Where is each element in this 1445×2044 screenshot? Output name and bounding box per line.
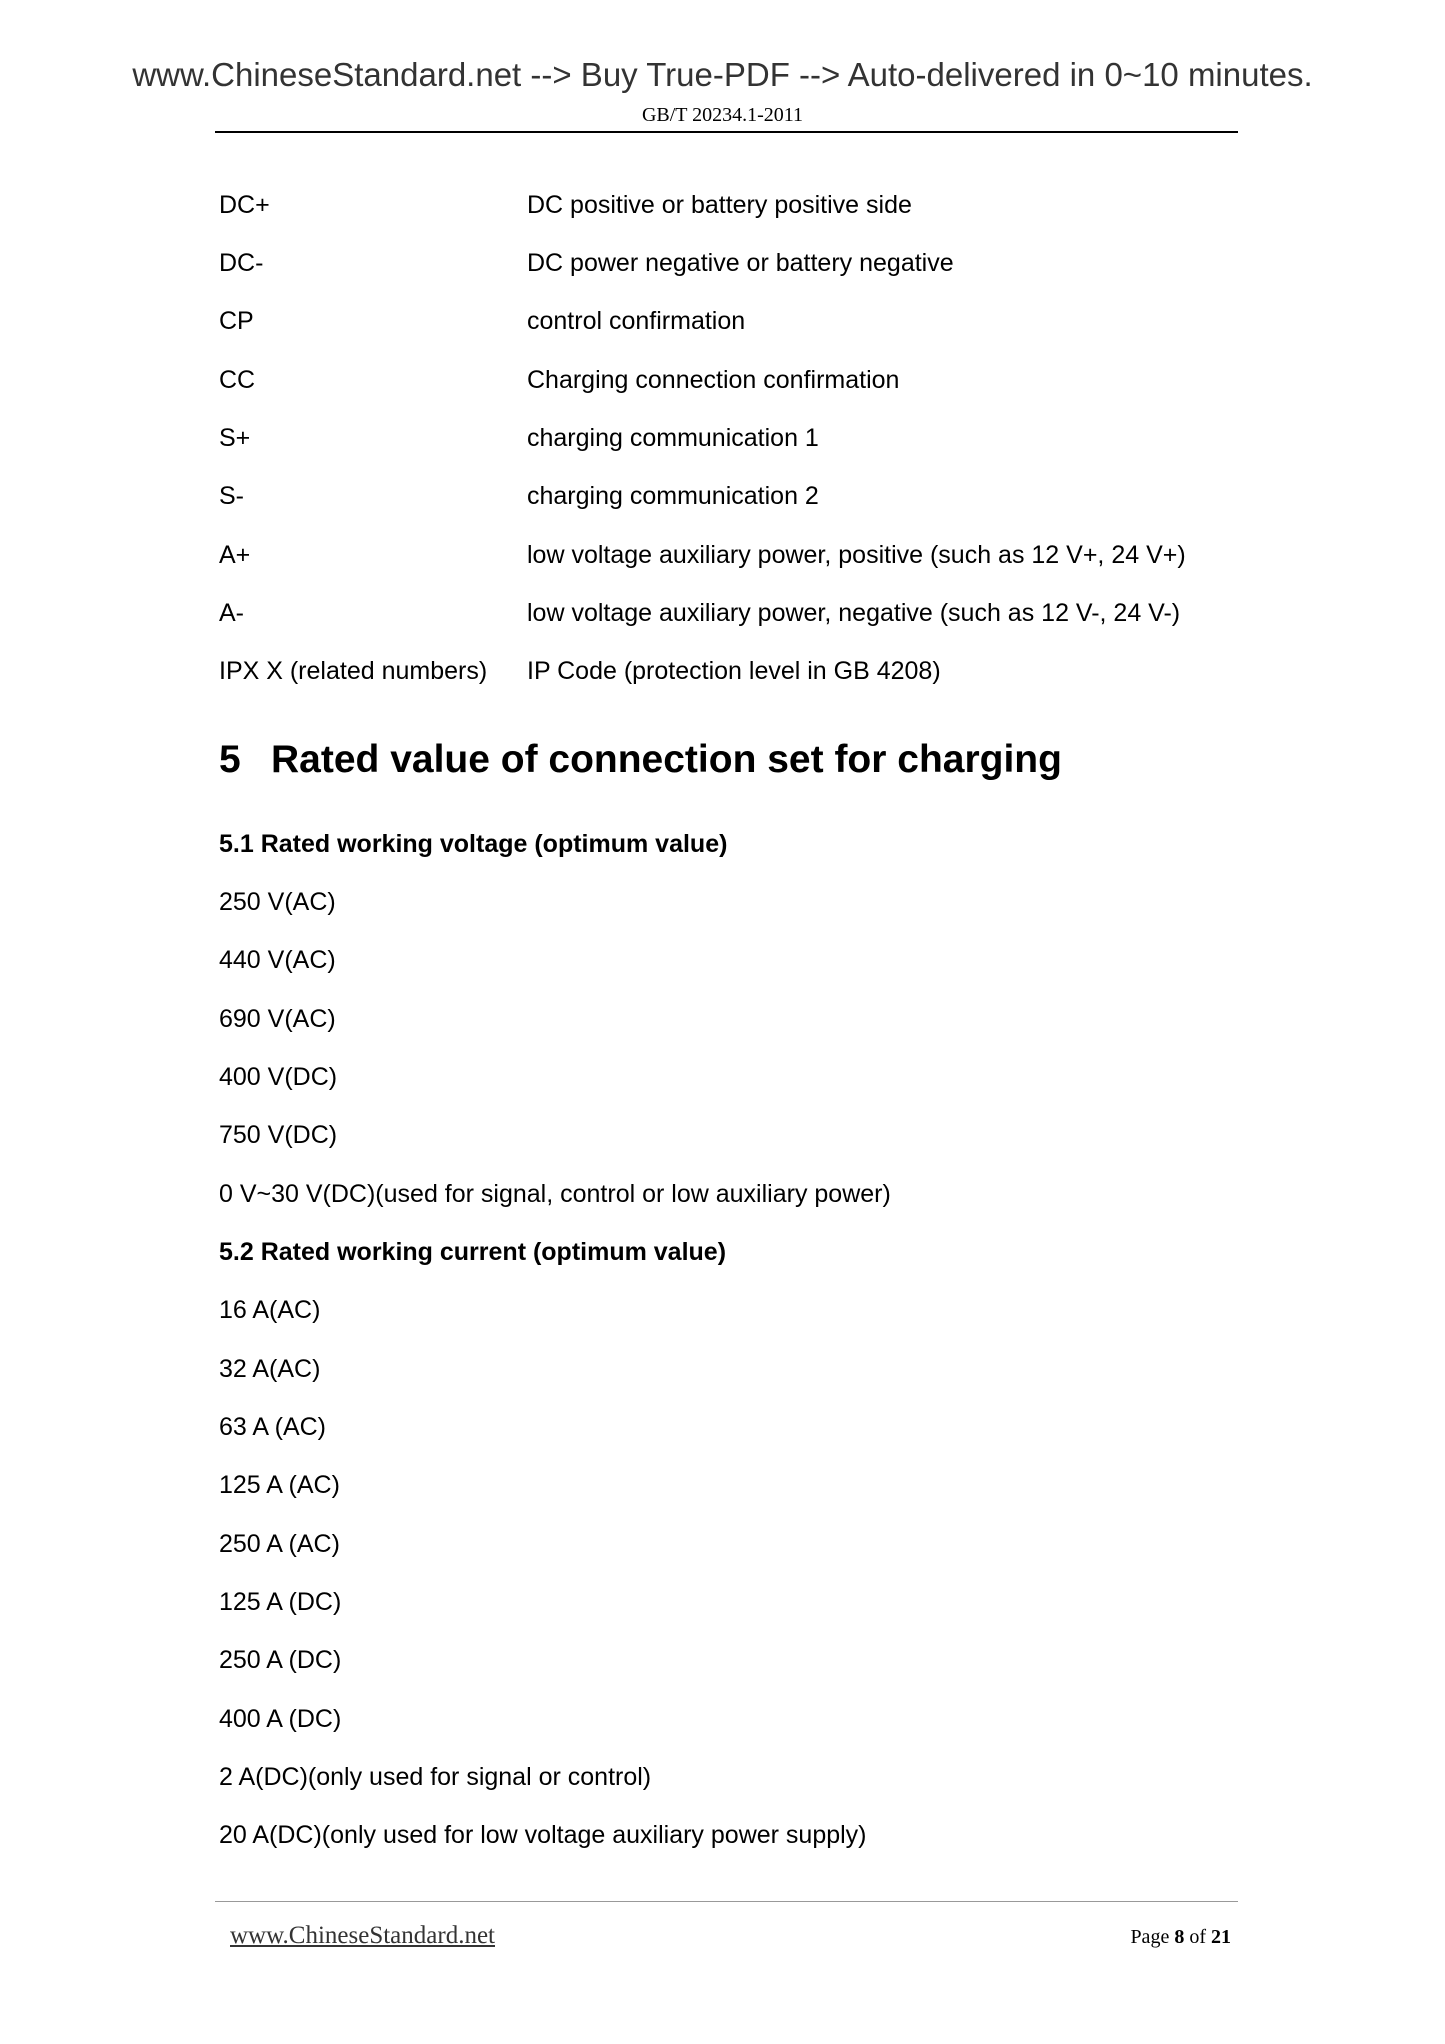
- voltage-value: 690 V(AC): [219, 1005, 336, 1033]
- current-subheading: 5.2 Rated working current (optimum value): [219, 1238, 727, 1266]
- abbreviation-definition: low voltage auxiliary power, negative (such as 12 V-, 24 V-): [527, 599, 1181, 627]
- header-divider: [215, 131, 1238, 133]
- abbreviation-term: S-: [219, 482, 244, 510]
- abbreviation-definition: charging communication 1: [527, 424, 819, 452]
- footer-divider: [215, 1901, 1238, 1902]
- abbreviation-definition: control confirmation: [527, 307, 746, 335]
- abbreviation-term: A+: [219, 541, 251, 569]
- abbreviation-term: S+: [219, 424, 251, 452]
- voltage-value: 440 V(AC): [219, 946, 336, 974]
- current-value: 63 A (AC): [219, 1413, 326, 1441]
- abbreviation-term: DC+: [219, 191, 270, 219]
- current-value: 16 A(AC): [219, 1296, 321, 1324]
- document-id: GB/T 20234.1-2011: [641, 104, 804, 126]
- footer-site-link[interactable]: www.ChineseStandard.net: [230, 1922, 495, 1949]
- current-value: 32 A(AC): [219, 1355, 321, 1383]
- section-title: Rated value of connection set for charging: [271, 738, 1062, 781]
- page-number: [1130, 1926, 1231, 1949]
- abbreviation-definition: low voltage auxiliary power, positive (such as 12 V+, 24 V+): [527, 541, 1186, 569]
- abbreviation-term: A-: [219, 599, 244, 627]
- voltage-value: 750 V(DC): [219, 1121, 338, 1149]
- current-value: 125 A (AC): [219, 1471, 340, 1499]
- current-value: 250 A (AC): [219, 1530, 340, 1558]
- abbreviation-definition: Charging connection confirmation: [527, 366, 900, 394]
- current-value: 125 A (DC): [219, 1588, 342, 1616]
- abbreviation-definition: DC power negative or battery negative: [527, 249, 954, 277]
- abbreviation-definition: IP Code (protection level in GB 4208): [527, 657, 941, 685]
- current-value: 400 A (DC): [219, 1705, 342, 1733]
- abbreviation-term: CP: [219, 307, 254, 335]
- voltage-subheading: 5.1 Rated working voltage (optimum value): [219, 830, 728, 858]
- current-value: 20 A(DC)(only used for low voltage auxiliary power supply): [219, 1821, 867, 1849]
- current-value: 250 A (DC): [219, 1646, 342, 1674]
- voltage-value: 250 V(AC): [219, 888, 336, 916]
- page-of-label: of: [1189, 1926, 1206, 1948]
- abbreviation-definition: charging communication 2: [527, 482, 819, 510]
- voltage-value: 0 V~30 V(DC)(used for signal, control or low auxiliary power): [219, 1180, 891, 1208]
- section-number: 5: [219, 738, 241, 781]
- page-total: 21: [1211, 1926, 1231, 1948]
- abbreviation-term: IPX X (related numbers): [219, 657, 488, 685]
- site-banner[interactable]: www.ChineseStandard.net --> Buy True-PDF --> Auto-delivered in 0~10 minutes.: [132, 56, 1313, 93]
- page-label: Page: [1130, 1926, 1170, 1948]
- abbreviation-term: DC-: [219, 249, 264, 277]
- page-current: 8: [1174, 1926, 1185, 1948]
- voltage-value: 400 V(DC): [219, 1063, 338, 1091]
- abbreviation-term: CC: [219, 366, 256, 394]
- current-value: 2 A(DC)(only used for signal or control): [219, 1763, 652, 1791]
- abbreviation-definition: DC positive or battery positive side: [527, 191, 912, 219]
- section-heading: [219, 738, 1062, 782]
